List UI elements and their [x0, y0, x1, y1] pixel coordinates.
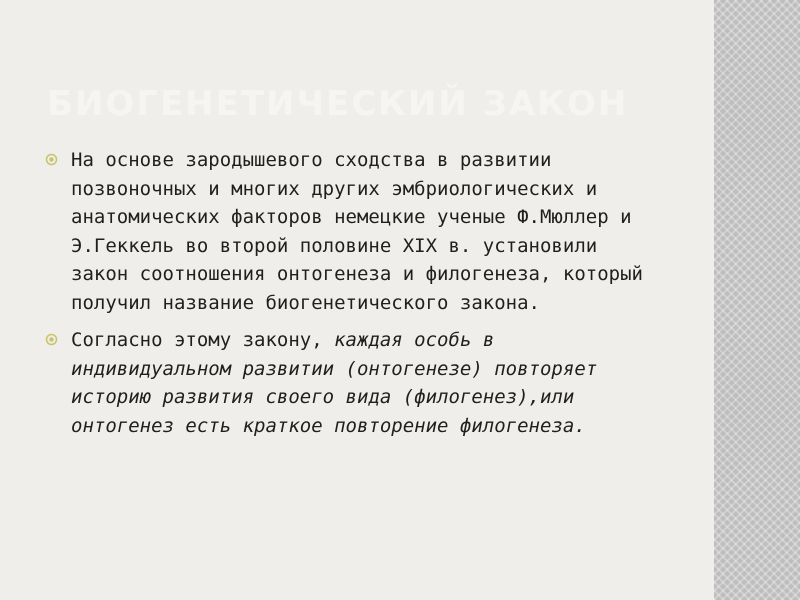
bullet-list [45, 146, 665, 449]
circle-bullet-icon [45, 153, 58, 166]
slide-title: БИОГЕНЕТИЧЕСКИЙ ЗАКОН [47, 84, 629, 124]
bullet-text: На основе зародышевого сходства в развитии позвоночных и многих других эмбриологических и анатомических факторов немецкие ученые Ф.Мюллер и Э.Геккель во второй половине XIX в. установили закон соотношения онтогенеза и филогенеза, который получил название биогенетического закона. [71, 149, 643, 314]
bullet-item [45, 146, 665, 317]
circle-bullet-icon [45, 333, 58, 346]
bullet-text-italic: каждая особь в индивидуальном развитии (онтогенезе) повторяет историю развития своего вида (филогенез),или онтогенез есть краткое повторение филогенеза. [71, 329, 598, 437]
decorative-side-strip [714, 0, 800, 600]
bullet-item [45, 326, 665, 440]
bullet-text: Согласно этому закону, [71, 329, 323, 351]
